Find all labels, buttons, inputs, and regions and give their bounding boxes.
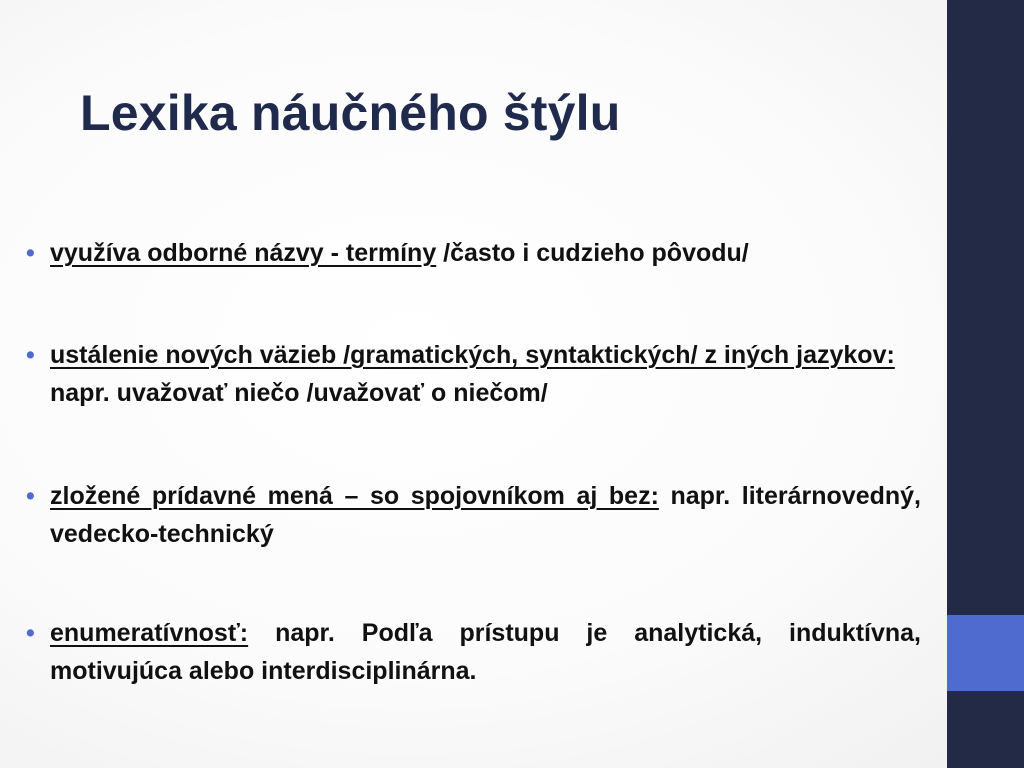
- bullet-item-bindings: [26, 336, 921, 412]
- slide-title: Lexika náučného štýlu: [80, 85, 621, 141]
- bullet-text: /často i cudzieho pôvodu/: [436, 239, 749, 267]
- bullet-text: napr. literárnovedný, vedecko-technický: [50, 482, 921, 548]
- bullet-icon: •: [26, 619, 35, 647]
- bullet-text: napr. uvažovať niečo /uvažovať o niečom/: [50, 379, 548, 407]
- bullet-item-enumeration: [26, 614, 921, 690]
- sidebar-accent-block: [947, 615, 1024, 691]
- bullet-term: ustálenie nových väzieb /gramatických, syntaktických/ z iných jazykov:: [50, 341, 895, 369]
- bullet-term: enumeratívnosť:: [50, 619, 249, 647]
- bullet-icon: •: [26, 482, 35, 510]
- bullet-icon: •: [26, 239, 35, 267]
- bullet-item-compound-adjectives: [26, 477, 921, 553]
- bullet-text: napr. Podľa prístupu je analytická, induktívna, motivujúca alebo interdisciplinárna.: [50, 619, 921, 685]
- bullet-item-terms: [26, 234, 921, 272]
- bullet-icon: •: [26, 341, 35, 369]
- bullet-term: zložené prídavné mená – so spojovníkom aj bez:: [50, 482, 659, 510]
- bullet-term: využíva odborné názvy - termíny: [50, 239, 437, 267]
